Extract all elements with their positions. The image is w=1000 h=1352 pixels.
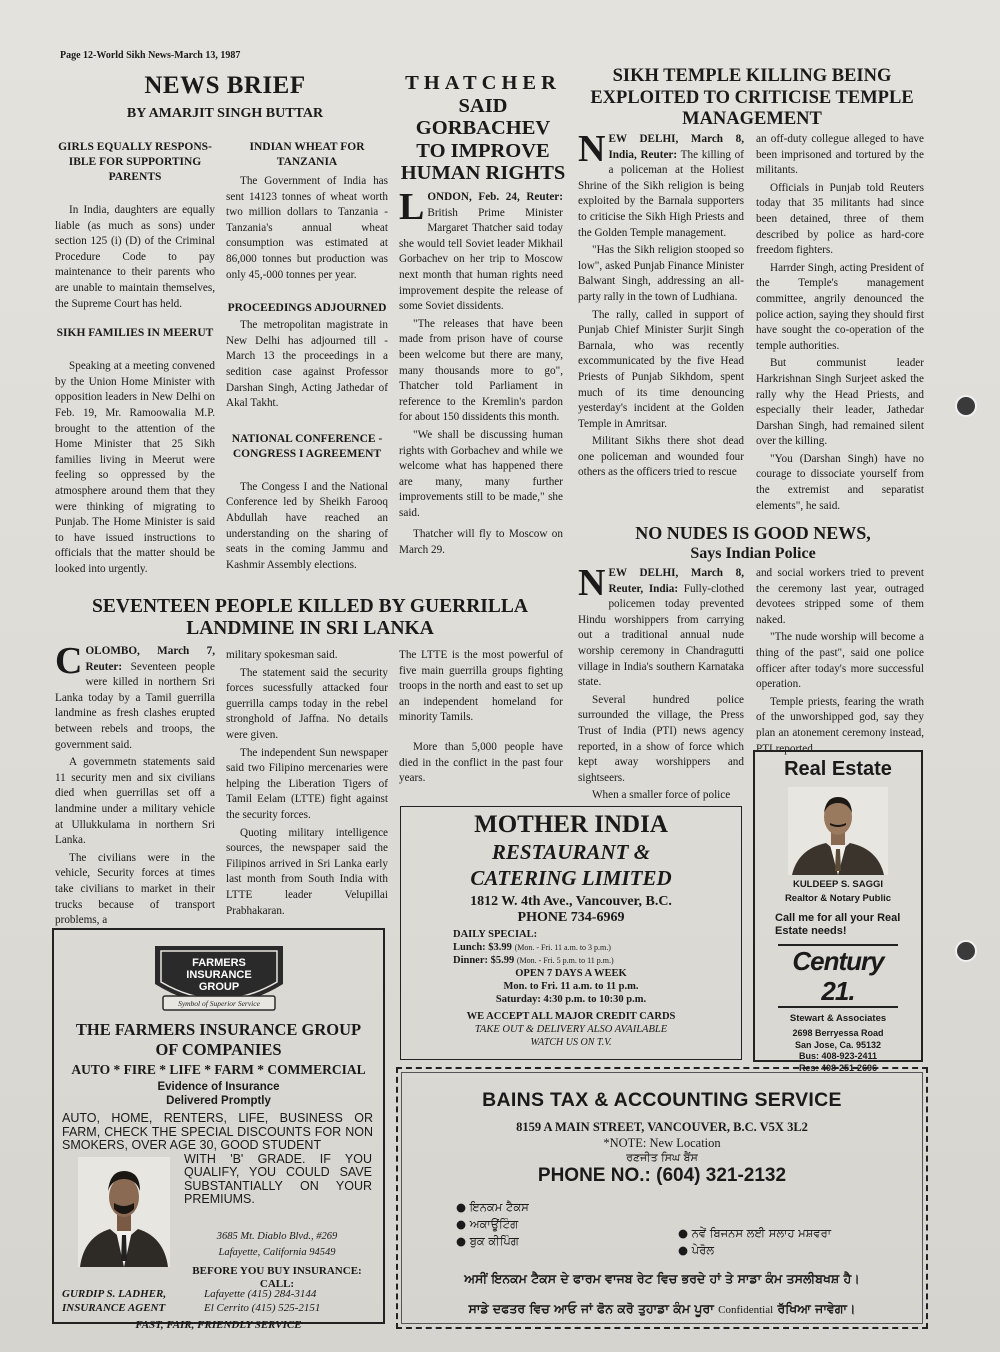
temple-headline <box>572 66 932 131</box>
srilanka-col-3 <box>399 648 563 789</box>
headline-line: GORBACHEV <box>415 117 551 139</box>
headline-line: MANAGEMENT <box>682 109 822 129</box>
restaurant-line: CATERING LIMITED <box>470 866 672 890</box>
brief-body: Speaking at a meeting convened by the Union Home Minister with opposition leaders in New Delhi on Feb. 19, Mr. Ramoowalia M.P. brought to the attention of the Home Minister that 25 Sikh families living in Meerut were feeling so oppressed by the atmosphere around them that they were thinking of migrating to Punjab. The Home Minister is said to have issued instructions to officials that the matter should be looked into urgently. <box>55 360 215 575</box>
headline-line: NO NUDES IS GOOD NEWS, <box>635 523 871 543</box>
open-days: OPEN 7 DAYS A WEEK <box>515 968 627 979</box>
restaurant-line: RESTAURANT & <box>491 840 651 864</box>
farmers-promo: WITH 'B' GRADE. IF YOU QUALIFY, YOU COULD SAVE SUBSTANTIALLY ON YOUR PREMIUMS. <box>184 1151 372 1206</box>
farmers-tagline: FAST, FAIR, FRIENDLY SERVICE <box>135 1318 302 1331</box>
headline-line: THATCHER <box>405 72 561 94</box>
agent-call: Call me for all your Real Estate needs! <box>775 912 901 937</box>
article-text: British Prime Minister Margaret Thatcher said today she would tell Soviet leader Mikhail Gorbachev on her trip to Moscow next month that human rights need improvement despite the release of some Soviet dissidents. <box>399 206 563 313</box>
farmers-address <box>172 1229 382 1291</box>
article-text: Seventeen people were killed in northern Sri Lanka today by a Tamil guerrilla landmine as fresh clashes erupted between rebels and troops, the government said. <box>55 660 215 751</box>
business-phone: Bus: 408-923-2411 <box>798 1051 878 1061</box>
special-title: DAILY SPECIAL: <box>453 929 538 940</box>
address-line: 3685 Mt. Diablo Blvd., #269 <box>216 1230 338 1242</box>
restaurant-name: MOTHER INDIA <box>474 811 668 838</box>
farmers-evidence: Delivered Promptly <box>166 1095 271 1107</box>
dateline: EW DELHI, March 8, Reuter, India: <box>608 567 744 595</box>
credit-cards: WE ACCEPT ALL MAJOR CREDIT CARDS <box>466 1011 676 1022</box>
service-item: ਬੁਕ ਕੀਪਿੰਗ <box>469 1234 519 1248</box>
article-text: The rally, called in support of Punjab Chief Minister Surjit Singh Barnala, who was recently excommunicated by the five Head Priests of Punjab Sikhdom, spent much of its time denouncing yesterday's incident at the Golden Temple in Amritsar. <box>578 308 744 430</box>
dateline: ONDON, Feb. 24, Reuter: <box>427 191 563 203</box>
nudes-col-2 <box>756 566 924 759</box>
drop-cap: N <box>578 128 606 170</box>
century21-logo: Century 21. <box>778 944 898 1008</box>
article-text: and social workers tried to prevent the ceremony last year, outraged devotees stripped some of them naked. <box>756 567 924 626</box>
news-brief-col-1 <box>55 134 215 579</box>
nudes-col-1 <box>578 562 744 806</box>
firm-city: San Jose, Ca. 95132 <box>794 1039 882 1050</box>
before-you-buy: BEFORE YOU BUY INSURANCE: <box>192 1264 362 1277</box>
article-text: The independent Sun newspaper said two Filipino mercenaries were helping the Liberation Tigers of Tamil Eelam (LTTE) fight against the security forces. <box>226 746 388 821</box>
article-text: When a smaller force of police <box>592 789 731 802</box>
call-label: CALL: <box>259 1277 295 1290</box>
agent-portrait <box>788 787 888 875</box>
real-estate-title: Real Estate <box>784 758 892 780</box>
dinner-price: Dinner: $5.99 <box>453 955 515 966</box>
thatcher-headline <box>398 72 568 185</box>
agent-name-block <box>62 1287 166 1315</box>
drop-cap: N <box>578 562 606 604</box>
residence-phone: Res: 408-251-2696 <box>798 1062 878 1073</box>
headline-line: EXPLOITED TO CRITICISE TEMPLE <box>590 87 914 108</box>
headline-line: HUMAN RIGHTS <box>400 162 566 184</box>
line-part: ਰੱਖਿਆ ਜਾਵੇਗਾ। <box>777 1301 856 1316</box>
article-text: Thatcher will fly to Moscow on March 29. <box>399 528 563 557</box>
article-text: A governmetn statements said 11 security men and six civilians died when guerrillas set off a landmine under a military vehicle at Ullukkulama in northern Sri Lanka. <box>55 756 215 847</box>
brief-heading: NATIONAL CONFERENCE - CONGRESS I AGREEMENT <box>231 432 383 460</box>
bains-line-1: ਅਸੀਂ ਇਨਕਮ ਟੈਕਸ ਦੇ ਫਾਰਮ ਵਾਜਬ ਰੇਟ ਵਿਚ ਭਰਦੇ ਹਾਂ ਤੇ ਸਾਡਾ ਕੰਮ ਤਸਲੀਬਖਸ਼ ਹੈ। <box>464 1271 860 1286</box>
article-text: Militant Sikhs there shot dead one policeman and wounded four others as the officers tried to rescue <box>578 435 744 479</box>
article-text: The civilians were in the vehicle, Security forces at times take civilians to market in their trucks because of transport problems, a <box>55 851 215 927</box>
srilanka-headline <box>60 596 560 640</box>
mother-india-ad <box>400 806 742 1060</box>
drop-cap: C <box>55 640 83 682</box>
punch-hole <box>955 395 977 417</box>
brief-heading: INDIAN WHEAT FOR TANZANIA <box>249 141 365 168</box>
agent-title: INSURANCE AGENT <box>62 1301 166 1314</box>
watch-tv: WATCH US ON T.V. <box>530 1037 612 1048</box>
article-text: Harrder Singh, acting President of the Temple's management committee, angrily denounced the police action, saying they should first have sought the co-operation of the temple authorities. <box>756 261 924 352</box>
line-part: Confidential <box>718 1304 774 1316</box>
address-line: Lafayette, California 94549 <box>218 1246 336 1258</box>
bains-address: 8159 A MAIN STREET, VANCOUVER, B.C. V5X 3L2 <box>516 1120 808 1134</box>
bains-note: *NOTE: New Location <box>603 1136 721 1150</box>
badge-line: INSURANCE <box>185 969 252 981</box>
article-text: "You (Darshan Singh) have no courage to dissociate yourself from the extremist and separatist elements", he said. <box>756 452 924 512</box>
hours-weekday: Mon. to Fri. 11 a.m. to 11 p.m. <box>503 981 639 992</box>
article-text: an off-duty collegue alleged to have been imprisoned and tortured by the militants. <box>756 133 924 177</box>
farmers-name-line: THE FARMERS INSURANCE GROUP <box>75 1020 362 1039</box>
srilanka-col-2 <box>226 648 388 921</box>
dateline: OLOMBO, March 7, Reuter: <box>85 645 215 673</box>
article-text: military spokesman said. <box>226 649 338 661</box>
headline-line: SIKH TEMPLE KILLING BEING <box>612 66 892 86</box>
article-text: "We shall be discussing human rights with Gorbachev and while we welcome what has happened there are many, many further improvements still to be made," she said. <box>399 428 563 519</box>
daily-special <box>401 928 741 967</box>
lunch-price: Lunch: $3.99 <box>453 942 512 953</box>
thatcher-article <box>399 186 563 561</box>
headline-line: LANDMINE IN SRI LANKA <box>186 618 434 639</box>
punch-hole <box>955 940 977 962</box>
service-item: ਇਨਕਮ ਟੈਕਸ <box>469 1200 529 1214</box>
farmers-lower <box>54 1153 383 1323</box>
headline-line: TO IMPROVE <box>416 139 550 162</box>
article-text: The LTTE is the most powerful of five main guerrilla groups fighting troops in the north and east to set up an independent homeland for minority Tamils. <box>399 649 563 724</box>
agent-name: GURDIP S. LADHER, <box>62 1287 167 1300</box>
service-item: ਅਕਾਊਂਟਿੰਗ <box>469 1217 519 1231</box>
article-text: Temple priests, fearing the wrath of the unworshipped god, say they plan an atonement ceremony instead, PTI reported. <box>756 695 924 755</box>
farmers-name-line: OF COMPANIES <box>155 1040 282 1059</box>
headline-line: SAID <box>458 94 508 117</box>
dateline: EW DELHI, March 8, India, Reuter: <box>608 133 744 161</box>
bains-punjabi-name: ਰਣਜੀਤ ਸਿਘ ਬੈਂਸ <box>626 1151 698 1164</box>
bains-phone: PHONE NO.: (604) 321-2132 <box>537 1165 787 1186</box>
phone-el-cerrito: El Cerrito (415) 525-2151 <box>204 1301 321 1314</box>
page-folio: Page 12-World Sikh News-March 13, 1987 <box>60 50 241 61</box>
news-brief-title: NEWS BRIEF <box>144 72 306 99</box>
restaurant-phone: PHONE 734-6969 <box>517 910 625 925</box>
drop-cap: L <box>399 186 425 228</box>
brief-heading: GIRLS EQUALLY RESPONS-IBLE FOR SUPPORTING PARENTS <box>58 141 212 183</box>
nudes-headline <box>578 522 928 564</box>
takeout: TAKE OUT & DELIVERY ALSO AVAILABLE <box>474 1024 668 1035</box>
article-text: But communist leader Harkrishnan Singh Surjeet asked the rally why the Head Priests, and especially their leader, Jathedar Darshan Singh, had remained silent over the killing. <box>756 357 924 448</box>
headline-subtitle: Says Indian Police <box>690 545 816 562</box>
agent-name: KULDEEP S. SAGGI <box>792 879 884 890</box>
bains-line-2 <box>408 1301 916 1317</box>
service-item: ਪੇਰੋਲ <box>691 1243 715 1257</box>
temple-col-1 <box>578 128 744 483</box>
news-brief-header <box>60 72 390 122</box>
article-text: More than 5,000 people have died in the conflict in the past four years. <box>399 740 563 785</box>
farmers-lines: AUTO * FIRE * LIFE * FARM * COMMERCIAL <box>71 1062 366 1077</box>
farmers-promo: AUTO, HOME, RENTERS, LIFE, BUSINESS OR FARM, CHECK THE SPECIAL DISCOUNTS FOR NON SMOKERS, OVER AGE 30, GOOD STUDENT <box>62 1111 373 1152</box>
farmers-shield-logo <box>149 938 289 1018</box>
temple-col-2 <box>756 132 924 516</box>
agent-portrait <box>78 1157 170 1267</box>
badge-line: FARMERS <box>191 957 246 969</box>
firm-street: 2698 Berryessa Road <box>792 1028 884 1038</box>
service-item: ਨਵੇਂ ਬਿਜਨਸ ਲਈ ਸਲਾਹ ਮਸ਼ਵਰਾ <box>691 1226 832 1240</box>
brief-body: The Government of India has sent 14123 tonnes of wheat worth two million dollars to Tanzania -Tanzania's annual wheat consumption was estimated at 86,000 tonnes but production was only 45,-000 tonnes per year. <box>226 175 388 281</box>
services-right: ● ਨਵੇਂ ਬਿਜਨਸ ਲਈ ਸਲਾਹ ਮਸ਼ਵਰਾ ● ਪੇਰੋਲ <box>678 1226 832 1257</box>
restaurant-address: 1812 W. 4th Ave., Vancouver, B.C. <box>470 894 672 909</box>
article-text: The statement said the security forces sucessfully attacked four guerrilla camps today in the rebel stronghold of Jaffna. No details were given. <box>226 666 388 741</box>
news-brief-col-2 <box>226 134 388 575</box>
hours-saturday: Saturday: 4:30 p.m. to 10:30 p.m. <box>495 994 647 1005</box>
article-text: "Has the Sikh religion stooped so low", asked Punjab Finance Minister Balwant Singh, addressing an all-party rally in the town of Ludhiana. <box>578 244 744 303</box>
line-part: ਸਾਡੇ ਦਫਤਰ ਵਿਚ ਆਓ ਜਾਂ ਫੋਨ ਕਰੋ ਤੁਹਾਡਾ ਕੰਮ ਪੂਰਾ <box>468 1301 714 1316</box>
article-text: Fully-clothed policemen today prevented Hindu worshippers from carrying out a traditional annual nude worship ceremony in Chandragutti village in India's southern Karnataka state. <box>578 582 744 689</box>
firm-name: Stewart & Associates <box>789 1013 887 1024</box>
agent-phones <box>204 1287 320 1315</box>
farmers-evidence: Evidence of Insurance <box>157 1081 280 1093</box>
bains-tax-ad <box>396 1067 928 1329</box>
article-text: "The releases that have been made from prison have of course been welcome but there are many, many thousands more to go", Thatcher told Parliament in reference to the Kremlin's pardon for about 150 dissidents this month. <box>399 317 563 424</box>
badge-motto: Symbol of Superior Service <box>177 999 260 1008</box>
real-estate-ad <box>753 750 923 1073</box>
badge-line: GROUP <box>198 981 239 993</box>
news-brief-byline: BY AMARJIT SINGH BUTTAR <box>126 106 324 121</box>
brief-heading: SIKH FAMILIES IN MEERUT <box>56 327 214 340</box>
agent-role: Realtor & Notary Public <box>784 893 892 904</box>
brief-body: The Congess I and the National Conference led by Sheikh Farooq Abdullah have reached an understanding on the sharing of seats in the coming Jammu and Kashmir Assembly elections. <box>226 480 388 571</box>
brief-heading: PROCEEDINGS ADJOURNED <box>227 302 387 315</box>
brief-body: The metropolitan magistrate in New Delhi has adjourned till - March 13 the proceedings in a sedition case against Professor Darshan Singh, Acting Jathedar of Akal Takht. <box>226 319 388 410</box>
lunch-hours: (Mon. - Fri. 11 a.m. to 3 p.m.) <box>514 943 611 952</box>
article-text: "The nude worship will become a thing of the past", said one police officer after today's more successful operation. <box>756 631 924 691</box>
dinner-hours: (Mon. - Fri. 5 p.m. to 11 p.m.) <box>516 956 614 965</box>
srilanka-col-1 <box>55 640 215 931</box>
article-text: Officials in Punjab told Reuters today that 35 militants had since been detained, three of them described by police as hard-core freedom fighters. <box>756 181 924 257</box>
phone-lafayette: Lafayette (415) 284-3144 <box>204 1287 317 1300</box>
bains-title: BAINS TAX & ACCOUNTING SERVICE <box>482 1089 842 1111</box>
farmers-insurance-ad <box>52 928 385 1331</box>
article-text: Several hundred police surrounded the village, the Press Trust of India (PTI) news agency reported, in a show of force which kept away worshippers and sightseers. <box>578 693 744 784</box>
article-text: The killing of a policeman at the Holiest Shrine of the Sikh religion is being exploited by the Barnala supporters to criticise the Sikh High Priests and the Golden Temple management. <box>578 148 744 239</box>
article-text: Quoting military intelligence sources, the newspaper said the Filipinos arrived in Sri Lanka early last month from South India with LTTE leader Velupillai Prabhakaran. <box>226 826 388 917</box>
headline-line: SEVENTEEN PEOPLE KILLED BY GUERRILLA <box>92 596 528 617</box>
services-left: ● ਇਨਕਮ ਟੈਕਸ ● ਅਕਾਊਂਟਿੰਗ ● ਬੁਕ ਕੀਪਿੰਗ <box>456 1200 529 1248</box>
brief-body: In India, daughters are equally liable (as much as sons) under section 125 (i) (D) of the Criminal Procedure Code to pay maintenance to their parents who are unable to maintain themselves, the Supreme Court has held. <box>55 204 215 310</box>
